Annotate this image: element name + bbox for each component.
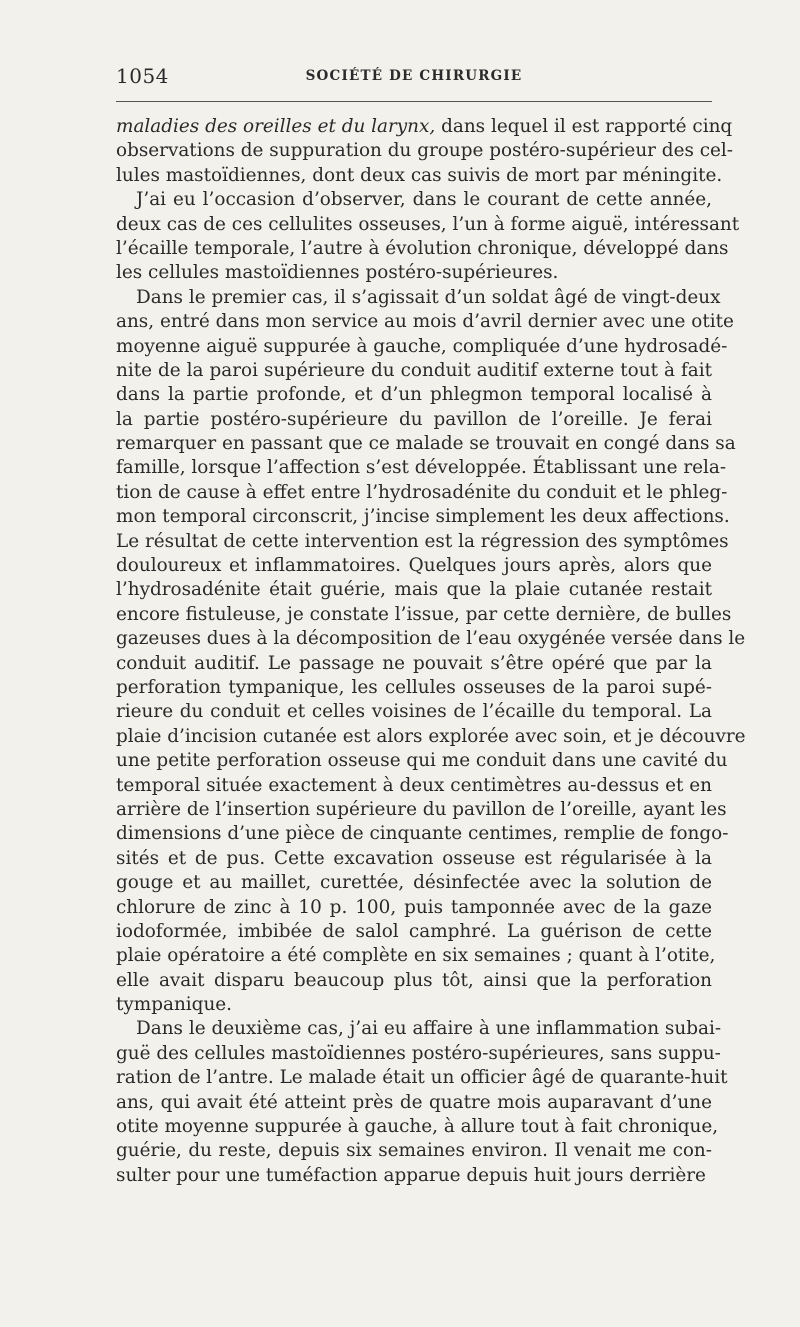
text-line <box>116 1115 719 1139</box>
text-line <box>116 554 712 578</box>
text-line <box>116 798 727 822</box>
text-line <box>116 749 728 773</box>
line-text: moyenne aiguë suppurée à gauche, compliquée d’une hydrosadé- <box>116 335 728 357</box>
line-text: famille, lorsque l’affection s’est développée. Établissant une rela- <box>116 457 727 479</box>
text-line <box>116 237 729 261</box>
text-line <box>116 627 746 651</box>
line-text: douloureux et inflammatoires. Quelques jours après, alors que <box>116 555 712 577</box>
italic-title: maladies des oreilles et du larynx, <box>116 116 436 137</box>
text-line <box>116 896 712 920</box>
text-line <box>116 1091 712 1115</box>
line-text: dans lequel il est rapporté cinq <box>435 116 733 137</box>
text-line <box>116 408 712 432</box>
line-text: dans la partie profonde, et d’un phlegmon temporal localisé à <box>116 384 712 406</box>
text-line <box>116 969 712 993</box>
text-line <box>116 652 712 676</box>
line-text: rieure du conduit et celles voisines de l’écaille du temporal. La <box>116 701 712 723</box>
text-line <box>116 530 729 554</box>
text-line <box>116 1042 721 1066</box>
page-header <box>116 64 712 94</box>
line-text: J’ai eu l’occasion d’observer, dans le courant de cette année, <box>136 189 712 211</box>
text-line <box>116 383 712 407</box>
line-text: elle avait disparu beaucoup plus tôt, ainsi que la perforation <box>116 969 712 991</box>
line-text: guë des cellules mastoïdiennes postéro-supérieures, sans suppu- <box>116 1042 721 1064</box>
line-text: conduit auditif. Le passage ne pouvait s’être opéré que par la <box>116 652 712 674</box>
line-text: Dans le deuxième cas, j’ai eu affaire à une inflammation subai- <box>136 1018 722 1040</box>
line-text: ans, entré dans mon service au mois d’avril dernier avec une otite <box>116 311 734 333</box>
text-line <box>116 944 716 968</box>
line-text: observations de suppuration du groupe postéro-supérieur des cel- <box>116 140 734 162</box>
text-line <box>116 603 732 627</box>
line-text: perforation tympanique, les cellules osseuses de la paroi supé- <box>116 676 712 698</box>
text-line <box>116 1066 728 1090</box>
line-text: chlorure de zinc à 10 p. 100, puis tamponnée avec de la gaze <box>116 896 712 918</box>
text-line <box>116 456 727 480</box>
running-title: SOCIÉTÉ DE CHIRURGIE <box>305 68 523 84</box>
text-line <box>116 1164 712 1188</box>
line-text: remarquer en passant que ce malade se trouvait en congé dans sa <box>116 433 736 455</box>
text-line <box>116 822 729 846</box>
text-line <box>116 993 712 1017</box>
line-text: dimensions d’une pièce de cinquante centimes, remplie de fongo- <box>116 823 729 845</box>
line-text: arrière de l’insertion supérieure du pavillon de l’oreille, ayant les <box>116 798 727 820</box>
line-text: guérie, du reste, depuis six semaines environ. Il venait me con- <box>116 1140 712 1162</box>
text-line <box>116 700 712 724</box>
line-text: la partie postéro-supérieure du pavillon de l’oreille. Je ferai <box>116 408 712 430</box>
text-line <box>116 676 712 700</box>
text-line <box>116 213 740 237</box>
text-line <box>116 115 733 139</box>
text-line <box>116 481 728 505</box>
line-text: encore fistuleuse, je constate l’issue, par cette dernière, de bulles <box>116 603 732 625</box>
text-line <box>116 774 712 798</box>
line-text: l’écaille temporale, l’autre à évolution chronique, développé dans <box>116 237 729 259</box>
line-text: otite moyenne suppurée à gauche, à allure tout à fait chronique, <box>116 1116 719 1138</box>
line-text: tympanique. <box>116 994 233 1016</box>
body-text <box>116 115 746 1188</box>
line-text: gouge et au maillet, curettée, désinfectée avec la solution de <box>116 872 712 894</box>
line-text: les cellules mastoïdiennes postéro-supérieures. <box>116 262 559 284</box>
line-text: lules mastoïdiennes, dont deux cas suivis de mort par méningite. <box>116 164 723 186</box>
line-text: ration de l’antre. Le malade était un officier âgé de quarante-huit <box>116 1067 728 1089</box>
line-text: nite de la paroi supérieure du conduit auditif externe tout à fait <box>116 359 712 381</box>
text-line <box>116 725 746 749</box>
line-text: iodoformée, imbibée de salol camphré. La guérison de cette <box>116 920 712 942</box>
line-text: une petite perforation osseuse qui me conduit dans une cavité du <box>116 750 728 772</box>
line-text: Le résultat de cette intervention est la régression des symptômes <box>116 530 729 552</box>
text-line <box>116 188 712 212</box>
header-rule <box>116 101 712 102</box>
line-text: Dans le premier cas, il s’agissait d’un soldat âgé de vingt-deux <box>136 286 721 308</box>
line-text: sités et de pus. Cette excavation osseuse est régularisée à la <box>116 847 712 869</box>
text-line <box>116 505 730 529</box>
line-text: plaie opératoire a été complète en six semaines ; quant à l’otite, <box>116 945 716 967</box>
line-text: ans, qui avait été atteint près de quatre mois auparavant d’une <box>116 1091 712 1113</box>
text-line <box>116 920 712 944</box>
text-line <box>116 847 712 871</box>
line-text: temporal située exactement à deux centimètres au-dessus et en <box>116 774 712 796</box>
text-line <box>116 1017 722 1041</box>
text-line <box>116 432 736 456</box>
text-line <box>116 871 712 895</box>
line-text: l’hydrosadénite était guérie, mais que la plaie cutanée restait <box>116 579 712 601</box>
text-line <box>116 310 734 334</box>
text-line <box>116 578 712 602</box>
line-text: mon temporal circonscrit, j’incise simplement les deux affections. <box>116 506 730 528</box>
text-line <box>116 164 723 188</box>
line-text: plaie d’incision cutanée est alors explorée avec soin, et je découvre <box>116 725 746 747</box>
page-number: 1054 <box>116 64 169 88</box>
text-line <box>116 286 721 310</box>
text-line <box>116 359 712 383</box>
text-line <box>116 139 734 163</box>
text-line <box>116 1139 712 1163</box>
line-text: gazeuses dues à la décomposition de l’eau oxygénée versée dans le <box>116 628 746 650</box>
line-text: tion de cause à effet entre l’hydrosadénite du conduit et le phleg- <box>116 481 728 503</box>
line-text: deux cas de ces cellulites osseuses, l’un à forme aiguë, intéressant <box>116 213 740 235</box>
text-line <box>116 261 712 285</box>
text-line <box>116 335 728 359</box>
line-text: sulter pour une tuméfaction apparue depuis huit jours derrière <box>116 1164 706 1186</box>
